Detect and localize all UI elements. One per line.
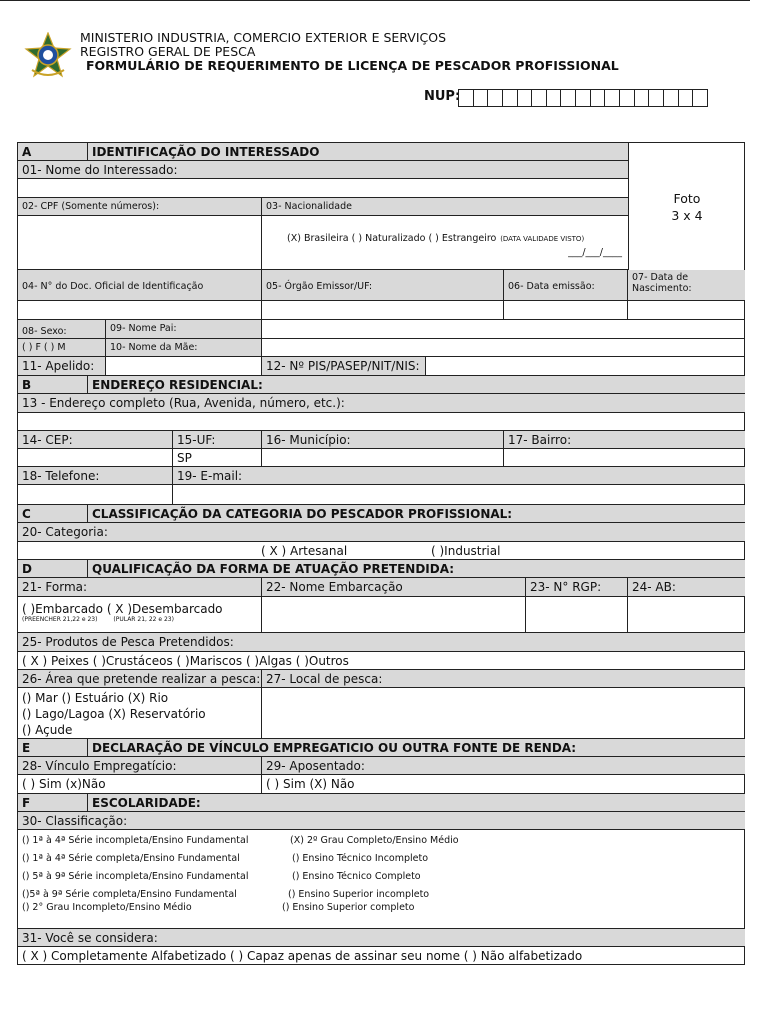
esc-option[interactable]: () 1ª à 4ª Série incompleta/Ensino Fundamental	[22, 835, 249, 846]
field-05-input[interactable]	[262, 301, 504, 320]
section-f-title: ESCOLARIDADE:	[88, 794, 745, 812]
field-26-options[interactable]	[18, 688, 262, 739]
field-01-input[interactable]	[18, 179, 628, 198]
field-13-label: 13 - Endereço completo (Rua, Avenida, número, etc.):	[18, 394, 745, 413]
field-30-options[interactable]	[18, 830, 745, 929]
field-11-label: 11- Apelido:	[18, 357, 106, 376]
area-line-3: () Açude	[22, 723, 73, 737]
field-08-options[interactable]: ( ) F ( ) M	[18, 339, 106, 357]
section-b-title: ENDEREÇO RESIDENCIAL:	[88, 376, 745, 394]
field-17-label: 17- Bairro:	[504, 431, 745, 449]
section-d-title: QUALIFICAÇÃO DA FORMA DE ATUAÇÃO PRETENDIDA:	[88, 560, 745, 578]
esc-option[interactable]: () 1ª à 4ª Série completa/Ensino Fundamental	[22, 853, 240, 864]
nup-input-boxes[interactable]	[458, 89, 708, 107]
field-04-label: 04- N° do Doc. Oficial de Identificação	[18, 270, 262, 301]
field-02-label: 02- CPF (Somente números):	[18, 198, 262, 216]
field-22-label: 22- Nome Embarcação	[262, 578, 526, 597]
esc-option[interactable]: ()5ª à 9ª Série completa/Ensino Fundamental	[22, 889, 237, 900]
photo-size: 3 x 4	[671, 208, 703, 223]
field-25-label: 25- Produtos de Pesca Pretendidos:	[18, 633, 745, 652]
field-06-label: 06- Data emissão:	[504, 270, 628, 301]
visto-date: ___/___/____	[568, 247, 622, 258]
field-23-input[interactable]	[526, 597, 628, 633]
field-19-input[interactable]	[173, 485, 745, 505]
forma-options[interactable]: ( )Embarcado ( X )Desembarcado	[22, 602, 223, 616]
field-17-input[interactable]	[504, 449, 745, 467]
esc-option[interactable]: () Ensino Técnico Incompleto	[292, 853, 429, 864]
field-21-input[interactable]	[18, 597, 262, 633]
section-a-title: IDENTIFICAÇÃO DO INTERESSADO	[88, 143, 628, 161]
field-15-label: 15-UF:	[173, 431, 262, 449]
field-09-input[interactable]	[262, 320, 745, 339]
nacionalidade-options: (X) Brasileira ( ) Naturalizado ( ) Estrangeiro	[287, 233, 497, 244]
field-20-options[interactable]	[18, 542, 745, 560]
field-15-input[interactable]: SP	[173, 449, 262, 467]
field-30-label: 30- Classificação:	[18, 812, 745, 830]
field-26-label: 26- Área que pretende realizar a pesca:	[18, 670, 262, 688]
field-18-input[interactable]	[18, 485, 173, 505]
section-e-letter: E	[18, 739, 88, 757]
esc-option[interactable]: (X) 2º Grau Completo/Ensino Médio	[290, 835, 459, 846]
field-16-label: 16- Município:	[262, 431, 504, 449]
field-29-label: 29- Aposentado:	[262, 757, 745, 775]
field-23-label: 23- N° RGP:	[526, 578, 628, 597]
esc-option[interactable]: () Ensino Técnico Completo	[292, 871, 421, 882]
field-16-input[interactable]	[262, 449, 504, 467]
application-form	[17, 142, 745, 965]
industrial-option[interactable]: ( )Industrial	[431, 544, 501, 558]
field-07-label	[628, 270, 745, 301]
esc-option[interactable]: () Ensino Superior completo	[282, 902, 415, 913]
area-line-2: () Lago/Lagoa (X) Reservatório	[22, 707, 206, 721]
field-09-label: 09- Nome Pai:	[106, 320, 262, 339]
field-22-input[interactable]	[262, 597, 526, 633]
field-25-options[interactable]: ( X ) Peixes ( )Crustáceos ( )Mariscos ( )Algas ( )Outros	[18, 652, 745, 670]
field-05-label: 05- Órgão Emissor/UF:	[262, 270, 504, 301]
field-13-input[interactable]	[18, 413, 745, 431]
field-19-label: 19- E-mail:	[173, 467, 745, 485]
esc-option[interactable]: () 5ª à 9ª Série incompleta/Ensino Fundamental	[22, 871, 249, 882]
field-24-label: 24- AB:	[628, 578, 745, 597]
field-01-label: 01- Nome do Interessado:	[18, 161, 628, 179]
field-12-input[interactable]	[426, 357, 745, 376]
field-12-label: 12- Nº PIS/PASEP/NIT/NIS:	[262, 357, 426, 376]
esc-option[interactable]: () Ensino Superior incompleto	[288, 889, 430, 900]
field-29-options[interactable]: ( ) Sim (X) Não	[262, 775, 745, 794]
field-31-label: 31- Você se considera:	[18, 929, 745, 947]
field-14-input[interactable]	[18, 449, 173, 467]
esc-option[interactable]: () 2° Grau Incompleto/Ensino Médio	[22, 902, 192, 913]
section-f-letter: F	[18, 794, 88, 812]
field-14-label: 14- CEP:	[18, 431, 173, 449]
section-a-letter: A	[18, 143, 88, 161]
registry-name: REGISTRO GERAL DE PESCA	[80, 44, 256, 59]
field-07-label-line2: Nascimento:	[632, 283, 692, 294]
field-24-input[interactable]	[628, 597, 745, 633]
field-18-label: 18- Telefone:	[18, 467, 173, 485]
nup-label: NUP:	[424, 89, 461, 104]
field-10-input[interactable]	[262, 339, 745, 357]
field-06-input[interactable]	[504, 301, 628, 320]
field-04-input[interactable]	[18, 301, 262, 320]
field-31-options[interactable]: ( X ) Completamente Alfabetizado ( ) Capaz apenas de assinar seu nome ( ) Não alfabetizado	[22, 949, 583, 963]
section-c-letter: C	[18, 505, 88, 523]
field-07-label-line1: 07- Data de	[632, 272, 689, 283]
field-10-label: 10- Nome da Mãe:	[106, 339, 262, 357]
top-rule	[0, 0, 750, 1]
photo-box	[628, 143, 745, 270]
artesanal-option[interactable]: ( X ) Artesanal	[261, 544, 348, 558]
field-20-label: 20- Categoria:	[18, 523, 745, 542]
area-line-1: () Mar () Estuário (X) Rio	[22, 691, 169, 705]
field-21-label: 21- Forma:	[18, 578, 262, 597]
photo-label: Foto	[673, 191, 701, 206]
field-27-input[interactable]	[262, 688, 745, 739]
field-28-label: 28- Vínculo Empregatício:	[18, 757, 262, 775]
field-28-options[interactable]: ( ) Sim (x)Não	[18, 775, 262, 794]
section-e-title: DECLARAÇÃO DE VÍNCULO EMPREGATICIO OU OUTRA FONTE DE RENDA:	[88, 739, 745, 757]
field-07-input[interactable]	[628, 301, 745, 320]
preencher-note: (PREENCHER 21,22 e 23)	[22, 616, 98, 623]
section-b-letter: B	[18, 376, 88, 394]
field-03-input[interactable]	[262, 216, 628, 270]
field-11-input[interactable]	[106, 357, 262, 376]
visto-label: (DATA VALIDADE VISTO)	[500, 235, 585, 243]
field-27-label: 27- Local de pesca:	[262, 670, 745, 688]
ministry-name: MINISTERIO INDUSTRIA, COMERCIO EXTERIOR E SERVIÇOS	[80, 30, 447, 45]
pular-note: (PULAR 21, 22 e 23)	[113, 616, 174, 623]
field-02-input[interactable]	[18, 216, 262, 270]
brazil-coat-of-arms-icon	[24, 32, 72, 80]
form-title: FORMULÁRIO DE REQUERIMENTO DE LICENÇA DE PESCADOR PROFISSIONAL	[86, 58, 619, 73]
section-c-title: CLASSIFICAÇÃO DA CATEGORIA DO PESCADOR PROFISSIONAL:	[88, 505, 745, 523]
section-d-letter: D	[18, 560, 88, 578]
field-08-label: 08- Sexo:	[18, 320, 106, 339]
field-03-label: 03- Nacionalidade	[262, 198, 628, 216]
